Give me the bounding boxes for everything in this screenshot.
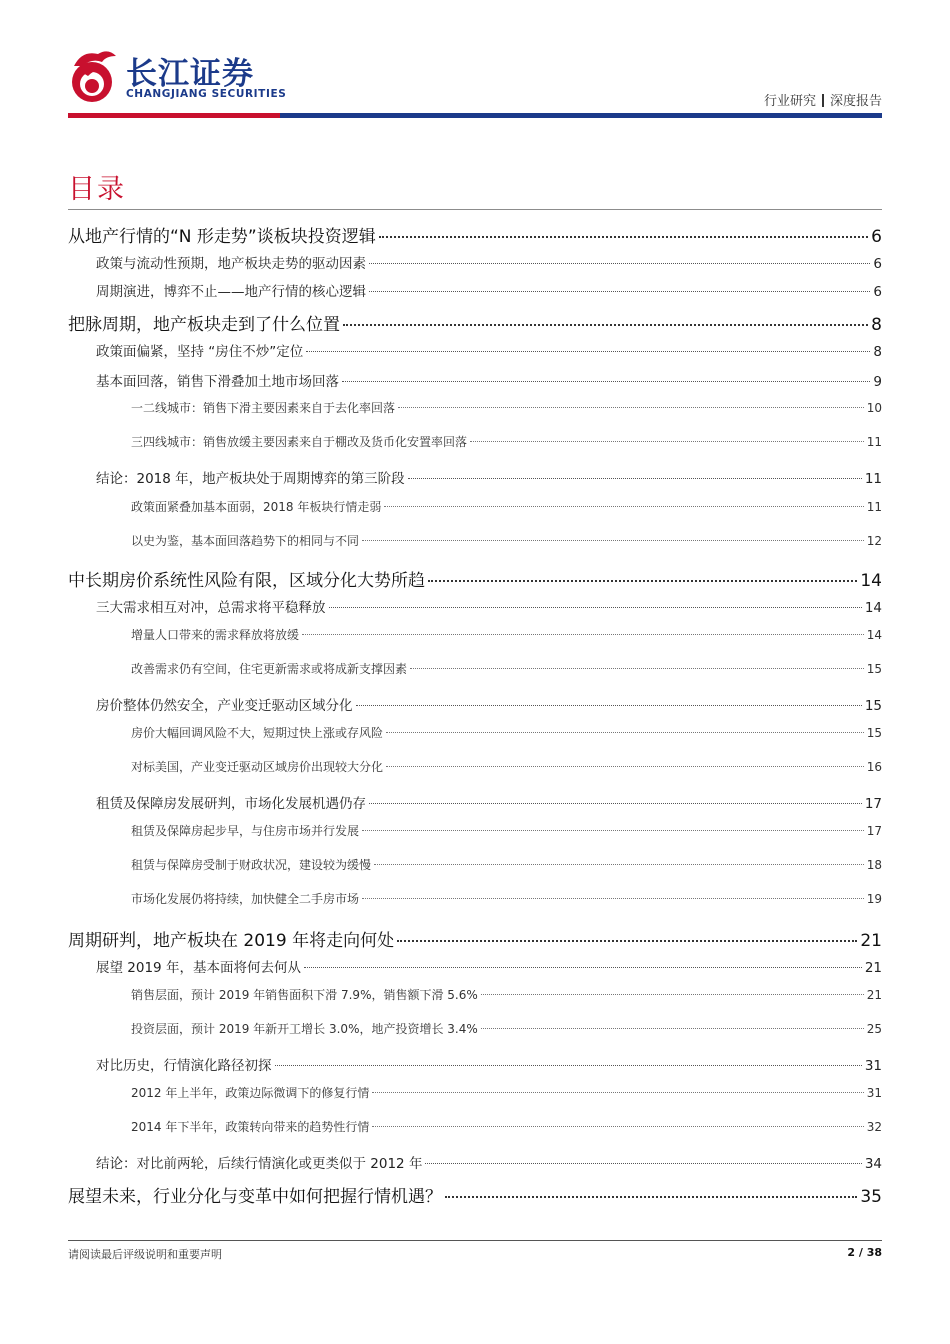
toc-entry-title: 三大需求相互对冲，总需求将平稳释放 bbox=[96, 600, 326, 616]
toc-entry-page: 6 bbox=[873, 284, 882, 300]
toc-entry-page: 8 bbox=[873, 344, 882, 360]
toc-entry-page: 21 bbox=[860, 931, 882, 951]
toc-entry-page: 15 bbox=[866, 726, 882, 740]
toc-entry-title: 从地产行情的“N 形走势”谈板块投资逻辑 bbox=[68, 227, 376, 247]
toc-dot-leader bbox=[379, 236, 868, 238]
toc-dot-leader bbox=[445, 1196, 857, 1198]
toc-entry-level3[interactable] bbox=[131, 433, 882, 450]
logo-english-name: CHANGJIANG SECURITIES bbox=[126, 88, 287, 100]
toc-entry-level2[interactable] bbox=[96, 370, 882, 390]
toc-entry-page: 16 bbox=[866, 760, 882, 774]
toc-entry-title: 政策面紧叠加基本面弱，2018 年板块行情走弱 bbox=[131, 500, 382, 514]
toc-entry-title: 一二线城市：销售下滑主要因素来自于去化率回落 bbox=[131, 401, 396, 415]
toc-dot-leader bbox=[410, 668, 864, 669]
toc-entry-level1[interactable] bbox=[68, 566, 882, 591]
toc-entry-level2[interactable] bbox=[96, 340, 882, 360]
toc-entry-level2[interactable] bbox=[96, 694, 882, 714]
toc-entry-title: 改善需求仍有空间，住宅更新需求或将成新支撑因素 bbox=[131, 662, 408, 676]
toc-entry-level2[interactable] bbox=[96, 280, 882, 300]
toc-entry-page: 11 bbox=[866, 435, 882, 449]
toc-entry-page: 14 bbox=[860, 571, 882, 591]
toc-entry-title: 租赁与保障房受制于财政状况，建设较为缓慢 bbox=[131, 858, 372, 872]
toc-entry-page: 31 bbox=[866, 1086, 882, 1100]
toc-entry-level3[interactable] bbox=[131, 1118, 882, 1135]
toc-dot-leader bbox=[356, 705, 862, 706]
toc-entry-title: 三四线城市：销售放缓主要因素来自于棚改及货币化安置率回落 bbox=[131, 435, 468, 449]
toc-entry-title: 2014 年下半年，政策转向带来的趋势性行情 bbox=[131, 1120, 370, 1134]
report-type-label: 深度报告 bbox=[829, 94, 882, 109]
toc-entry-page: 15 bbox=[866, 662, 882, 676]
toc-dot-leader bbox=[386, 732, 864, 733]
toc-entry-page: 21 bbox=[866, 988, 882, 1002]
toc-entry-title: 增量人口带来的需求释放将放缓 bbox=[131, 628, 300, 642]
toc-entry-page: 21 bbox=[864, 960, 882, 976]
toc-entry-level3[interactable] bbox=[131, 626, 882, 643]
toc-entry-page: 18 bbox=[866, 858, 882, 872]
toc-dot-leader bbox=[369, 803, 862, 804]
toc-dot-leader bbox=[470, 441, 864, 442]
toc-entry-title: 2012 年上半年，政策边际微调下的修复行情 bbox=[131, 1086, 370, 1100]
toc-dot-leader bbox=[372, 1126, 863, 1127]
report-category bbox=[764, 90, 882, 109]
toc-dot-leader bbox=[398, 407, 864, 408]
toc-dot-leader bbox=[372, 1092, 863, 1093]
toc-entry-page: 31 bbox=[864, 1058, 882, 1074]
toc-entry-level3[interactable] bbox=[131, 758, 882, 775]
toc-dot-leader bbox=[386, 766, 864, 767]
toc-dot-leader bbox=[369, 291, 870, 292]
toc-dot-leader bbox=[481, 1028, 864, 1029]
toc-entry-page: 6 bbox=[873, 256, 882, 272]
toc-entry-page: 14 bbox=[866, 628, 882, 642]
toc-entry-title: 市场化发展仍将持续，加快健全二手房市场 bbox=[131, 892, 360, 906]
page-indicator: 2 / 38 bbox=[847, 1246, 882, 1259]
toc-dot-leader bbox=[362, 540, 864, 541]
toc-dot-leader bbox=[397, 940, 857, 942]
toc-title: 目录 bbox=[68, 174, 126, 205]
toc-entry-page: 11 bbox=[864, 471, 882, 487]
company-logo bbox=[68, 44, 298, 110]
toc-entry-title: 对标美国，产业变迁驱动区域房价出现较大分化 bbox=[131, 760, 384, 774]
toc-entry-level3[interactable] bbox=[131, 856, 882, 873]
toc-dot-leader bbox=[374, 864, 864, 865]
toc-dot-leader bbox=[481, 994, 864, 995]
toc-entry-page: 11 bbox=[866, 500, 882, 514]
toc-entry-title: 政策面偏紧，坚持 “房住不炒”定位 bbox=[96, 344, 304, 360]
toc-dot-leader bbox=[369, 263, 870, 264]
toc-entry-level2[interactable] bbox=[96, 792, 882, 812]
toc-entry-title: 政策与流动性预期，地产板块走势的驱动因素 bbox=[96, 256, 366, 272]
toc-dot-leader bbox=[306, 351, 870, 352]
toc-dot-leader bbox=[275, 1065, 862, 1066]
toc-entry-title: 周期演进，博弈不止——地产行情的核心逻辑 bbox=[96, 284, 366, 300]
toc-entry-level3[interactable] bbox=[131, 1020, 882, 1037]
toc-entry-page: 8 bbox=[871, 315, 882, 335]
footer-disclaimer: 请阅读最后评级说明和重要声明 bbox=[68, 1248, 222, 1261]
toc-entry-level3[interactable] bbox=[131, 986, 882, 1003]
toc-entry-title: 销售层面，预计 2019 年销售面积下滑 7.9%，销售额下滑 5.6% bbox=[131, 988, 478, 1002]
toc-dot-leader bbox=[425, 1163, 861, 1164]
toc-dot-leader bbox=[329, 607, 862, 608]
toc-entry-title: 租赁及保障房发展研判，市场化发展机遇仍存 bbox=[96, 796, 366, 812]
toc-entry-level3[interactable] bbox=[131, 660, 882, 677]
toc-entry-title: 租赁及保障房起步早，与住房市场并行发展 bbox=[131, 824, 360, 838]
toc-entry-page: 32 bbox=[866, 1120, 882, 1134]
toc-dot-leader bbox=[304, 967, 862, 968]
toc-entry-level2[interactable] bbox=[96, 596, 882, 616]
toc-entry-title: 展望 2019 年，基本面将何去何从 bbox=[96, 960, 301, 976]
toc-entry-level3[interactable] bbox=[131, 399, 882, 416]
toc-title-rule bbox=[68, 209, 882, 210]
header-separator bbox=[822, 94, 824, 107]
toc-entry-level2[interactable] bbox=[96, 1152, 882, 1172]
toc-entry-page: 9 bbox=[873, 374, 882, 390]
toc-entry-page: 12 bbox=[866, 534, 882, 548]
toc-entry-title: 房价大幅回调风险不大，短期过快上涨或存风险 bbox=[131, 726, 384, 740]
toc-entry-level3[interactable] bbox=[131, 890, 882, 907]
logo-chinese-name: 长江证券 bbox=[126, 56, 254, 92]
toc-entry-title: 投资层面，预计 2019 年新开工增长 3.0%，地产投资增长 3.4% bbox=[131, 1022, 478, 1036]
toc-entry-title: 对比历史，行情演化路径初探 bbox=[96, 1058, 272, 1074]
toc-entry-page: 19 bbox=[866, 892, 882, 906]
toc-entry-title: 以史为鉴，基本面回落趋势下的相同与不同 bbox=[131, 534, 360, 548]
toc-dot-leader bbox=[302, 634, 864, 635]
toc-dot-leader bbox=[362, 898, 864, 899]
toc-entry-title: 展望未来，行业分化与变革中如何把握行情机遇？ bbox=[68, 1187, 442, 1207]
toc-entry-page: 25 bbox=[866, 1022, 882, 1036]
toc-entry-title: 基本面回落，销售下滑叠加土地市场回落 bbox=[96, 374, 339, 390]
toc-dot-leader bbox=[362, 830, 864, 831]
toc-entry-page: 17 bbox=[866, 824, 882, 838]
toc-entry-level2[interactable] bbox=[96, 956, 882, 976]
toc-entry-level2[interactable] bbox=[96, 1054, 882, 1074]
toc-dot-leader bbox=[342, 381, 870, 382]
toc-entry-title: 把脉周期，地产板块走到了什么位置 bbox=[68, 315, 340, 335]
toc-entry-level3[interactable] bbox=[131, 532, 882, 549]
toc-entry-title: 周期研判，地产板块在 2019 年将走向何处 bbox=[68, 931, 395, 951]
toc-entry-title: 结论：2018 年，地产板块处于周期博弈的第三阶段 bbox=[96, 471, 405, 487]
footer-rule bbox=[68, 1240, 882, 1241]
toc-entry-page: 17 bbox=[864, 796, 882, 812]
toc-entry-title: 结论：对比前两轮，后续行情演化或更类似于 2012 年 bbox=[96, 1156, 423, 1172]
phoenix-emblem-icon bbox=[68, 46, 120, 108]
toc-entry-level3[interactable] bbox=[131, 822, 882, 839]
toc-entry-level1[interactable] bbox=[68, 222, 882, 247]
toc-entry-level1[interactable] bbox=[68, 310, 882, 335]
toc-entry-page: 15 bbox=[864, 698, 882, 714]
toc-entry-page: 14 bbox=[864, 600, 882, 616]
toc-dot-leader bbox=[408, 478, 862, 479]
toc-entry-page: 34 bbox=[864, 1156, 882, 1172]
toc-entry-page: 10 bbox=[866, 401, 882, 415]
toc-entry-level1[interactable] bbox=[68, 1182, 882, 1207]
toc-entry-level3[interactable] bbox=[131, 1084, 882, 1101]
header-rule-red bbox=[68, 113, 280, 118]
toc-entry-page: 6 bbox=[871, 227, 882, 247]
toc-entry-level2[interactable] bbox=[96, 467, 882, 487]
toc-entry-level1[interactable] bbox=[68, 926, 882, 951]
toc-entry-title: 房价整体仍然安全，产业变迁驱动区域分化 bbox=[96, 698, 353, 714]
toc-entry-level2[interactable] bbox=[96, 252, 882, 272]
toc-entry-level3[interactable] bbox=[131, 498, 882, 515]
toc-entry-level3[interactable] bbox=[131, 724, 882, 741]
category-label: 行业研究 bbox=[763, 94, 816, 109]
toc-entry-title: 中长期房价系统性风险有限，区域分化大势所趋 bbox=[68, 571, 425, 591]
toc-dot-leader bbox=[343, 324, 868, 326]
toc-dot-leader bbox=[428, 580, 857, 582]
toc-dot-leader bbox=[384, 506, 863, 507]
toc-entry-page: 35 bbox=[860, 1187, 882, 1207]
